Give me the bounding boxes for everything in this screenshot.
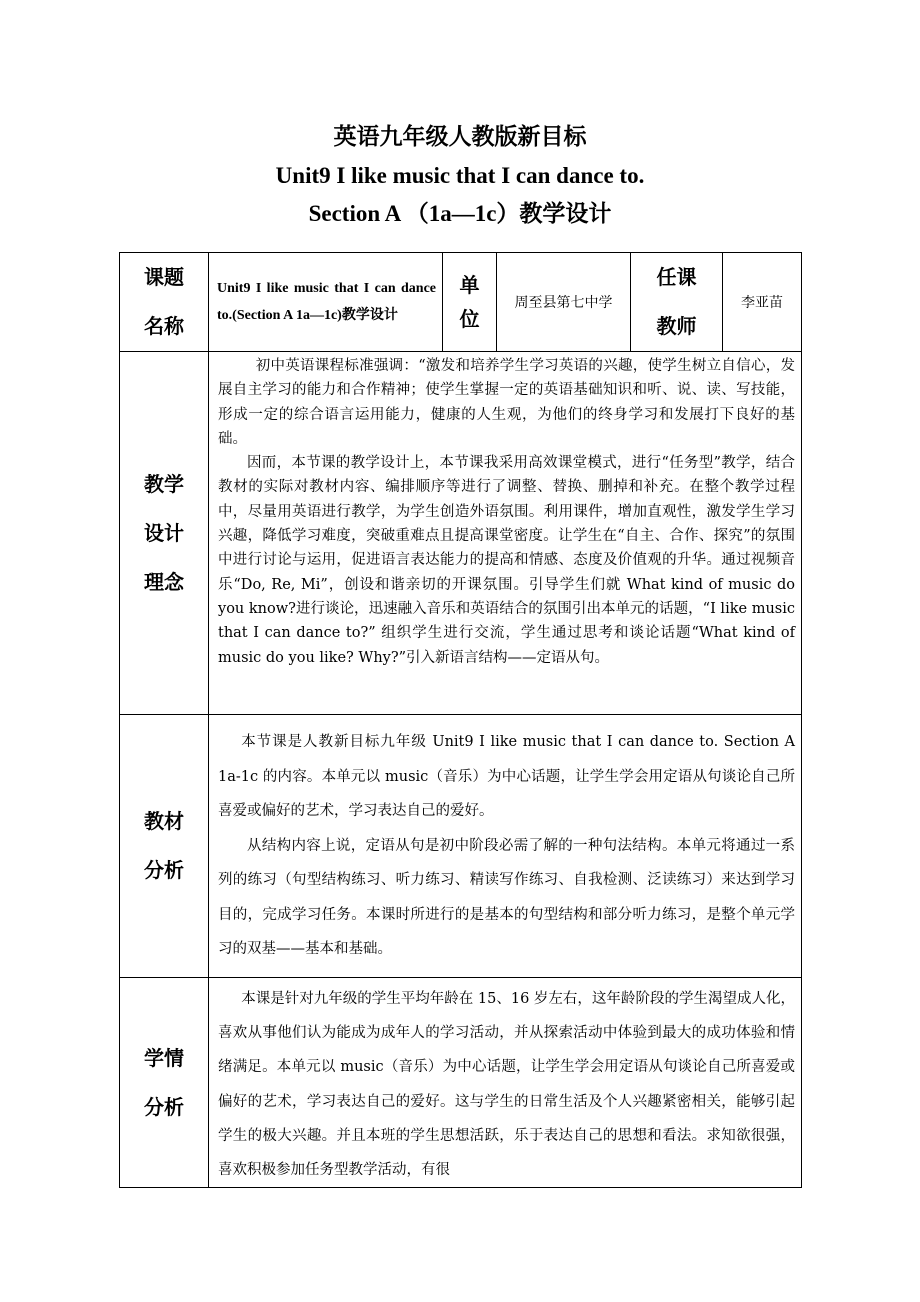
design-concept-label-cell [120, 352, 209, 715]
design-concept-label-1: 教学 [144, 471, 184, 496]
student-analysis-content [209, 978, 802, 1188]
design-concept-paragraph-1: 初中英语课程标准强调：“激发和培养学生学习英语的兴趣，使学生树立自信心，发展自主学习的能力和合作精神；使学生掌握一定的英语基础知识和听、说、读、写技能，形成一定的综合语言运用能力，健康的人生观，为他们的终身学习和发展打下良好的基础。 [218, 358, 795, 447]
unit-label-2: 位 [459, 307, 480, 331]
design-concept-label-3: 理念 [144, 569, 184, 594]
teacher-label-cell [631, 253, 723, 352]
design-concept-paragraph-2: 因而，本节课的教学设计上，本节课我采用高效课堂模式，进行“任务型”教学，结合教材的实际对教材内容、编排顺序等进行了调整、替换、删掉和补充。在整个教学过程中，尽量用英语进行教学，为学生创造外语氛围。利用课件，增加直观性，激发学生学习兴趣，降低学习难度，突破重难点且提高课堂密度。让学生在“自主、合作、探究”的氛围中进行讨论与运用，促进语言表达能力的提高和情感、态度及价值观的升华。通过视频音乐“Do, Re, Mi”，创设和谐亲切的开课氛围。引导学生们就 What kind of music do you know?进行谈论，迅速融入音乐和英语结合的氛围引出本单元的话题，“I like music that I can dance to?” 组织学生进行交流，学生通过思考和谈论话题“What kind of music do you like? Why?”引入新语言结构——定语从句。 [218, 455, 795, 666]
material-analysis-paragraph-1: 本节课是人教新目标九年级 Unit9 I like music that I can dance to. Section A 1a-1c 的内容。本单元以 music（音乐）为中心话题，让学生学会用定语从句谈论自己所喜爱或偏好的艺术，学习表达自己的爱好。 [218, 733, 795, 820]
section-title: Section A （1a—1c）教学设计 [308, 201, 612, 226]
design-concept-row [120, 352, 802, 715]
subject-label-2: 名称 [144, 314, 184, 338]
subject-label-1: 课题 [144, 265, 184, 289]
teacher-label-1: 任课 [656, 265, 697, 289]
material-analysis-label-1: 教材 [144, 809, 184, 833]
lesson-plan-table [119, 252, 802, 1188]
student-analysis-paragraph-1: 本课是针对九年级的学生平均年龄在 15、16 岁左右，这年龄阶段的学生渴望成人化，喜欢从事他们认为能成为成年人的学习活动，并从探索活动中体验到最大的成功体验和情绪满足。本单元以 music（音乐）为中心话题，让学生学会用定语从句谈论自己所喜爱或偏好的艺术，学习表达自己的爱好。这与学生的日常生活及个人兴趣紧密相关，能够引起学生的极大兴趣。并且本班的学生思想活跃，乐于表达自己的思想和看法。求知欲很强，喜欢积极参加任务型教学活动，有很 [218, 991, 795, 1179]
material-analysis-paragraph-2: 从结构内容上说，定语从句是初中阶段必需了解的一种句法结构。本单元将通过一系列的练习（句型结构练习、听力练习、精读写作练习、自我检测、泛读练习）来达到学习目的，完成学习任务。本课时所进行的是基本的句型结构和部分听力练习，是整个单元学习的双基——基本和基础。 [218, 837, 795, 958]
design-concept-content [209, 352, 802, 715]
unit-label-cell [443, 253, 497, 352]
school-value: 周至县第七中学 [497, 253, 631, 352]
student-analysis-row [120, 978, 802, 1188]
document-title: 英语九年级人教版新目标 [333, 123, 587, 150]
student-analysis-label-1: 学情 [144, 1045, 184, 1070]
material-analysis-label-cell [120, 715, 209, 978]
info-row [120, 253, 802, 352]
teacher-value: 李亚苗 [723, 253, 802, 352]
material-analysis-label-2: 分析 [144, 858, 184, 882]
unit-label-1: 单 [459, 273, 480, 297]
material-analysis-row [120, 715, 802, 978]
unit-title: Unit9 I like music that I can dance to. [275, 163, 645, 188]
student-analysis-label-2: 分析 [144, 1094, 184, 1119]
subject-label-cell [120, 253, 209, 352]
student-analysis-label-cell [120, 978, 209, 1188]
design-concept-label-2: 设计 [144, 520, 184, 545]
subject-value: Unit9 I like music that I can dance to.(Section A 1a—1c)教学设计 [209, 253, 443, 352]
teacher-label-2: 教师 [656, 314, 697, 338]
material-analysis-content [209, 715, 802, 978]
